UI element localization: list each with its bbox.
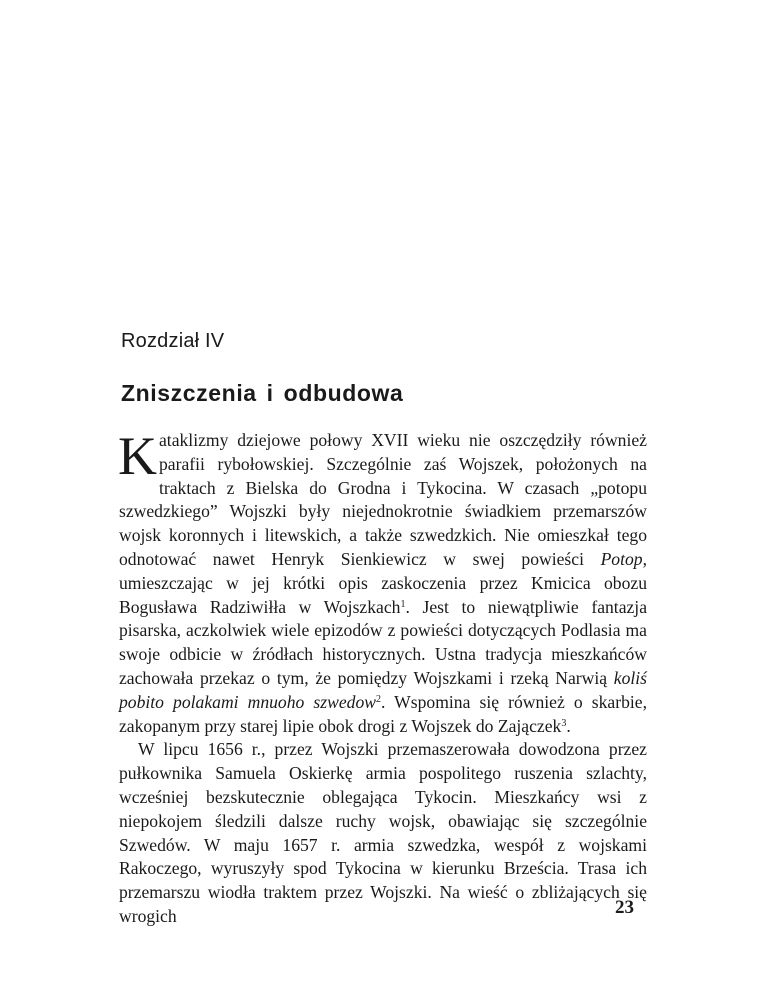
paragraph-2: W lipcu 1656 r., przez Wojszki przemaszerowała dowodzona przez pułkownika Samuela Oskierkę armia pospolitego ruszenia szlachty, wcześniej bezskutecznie oblegająca Tykocin. Mieszkańcy wsi z niepokojem śledzili dalsze ruchy wojsk, obawiając się szczególnie Szwedów. W maju 1657 r. armia szwedzka, wespół z wojskami Rakoczego, wyruszyły spod Tykocina w kierunku Brześcia. Trasa ich przemarszu wiodła traktem przez Wojszki. Na wieść o zbliżających się wrogich [119,739,647,926]
paragraph-1-part-d: . Wspomina się również o skarbie, zakopanym przy starej lipie obok drogi z Wojszek do Zajączek [119,691,647,736]
paragraph-1-part-b: , umieszczając w jej krótki opis zaskoczenia przez Kmicica obozu Bogusława Radziwiłła w Wojszkach [119,548,647,617]
chapter-title: Zniszczenia i odbudowa [121,380,404,406]
paragraph-1-part-e: . [566,715,571,736]
paragraph-1-part-a: ataklizmy dziejowe połowy XVII wieku nie oszczędziły również parafii rybołowskiej. Szczególnie zaś Wojszek, położonych na traktach z Bielska do Grodna i Tykocina. W czasach „potopu szwedzkiego” Wojszki były niejednokrotnie świadkiem przemarszów wojsk koronnych i litewskich, a także szwedzkich. Nie omieszkał tego odnotować nawet Henryk Sienkiewicz w swej powieści [119,430,647,569]
body-text [118,426,648,929]
footnote-ref-1: 1 [400,598,406,610]
page-number: 23 [615,897,634,918]
chapter-label: Rozdział IV [121,330,225,352]
paragraph-1-part-c: . Jest to niewątpliwie fantazja pisarska, aczkolwiek wiele epizodów z powieści dotyczących Podlasia ma swoje odbicie w źródłach historycznych. Ustna tradycja mieszkańców zachowała przekaz o tym, że pomiędzy Wojszkami i rzeką Narwią [119,596,648,688]
paragraph-1 [118,426,648,738]
italic-quote: koliś pobito polakami mnuoho szwedow [119,667,647,712]
footnote-ref-2: 2 [376,693,381,705]
italic-title-potop: Potop [600,548,643,569]
drop-cap: K [118,426,157,486]
footnote-ref-3: 3 [561,717,567,729]
